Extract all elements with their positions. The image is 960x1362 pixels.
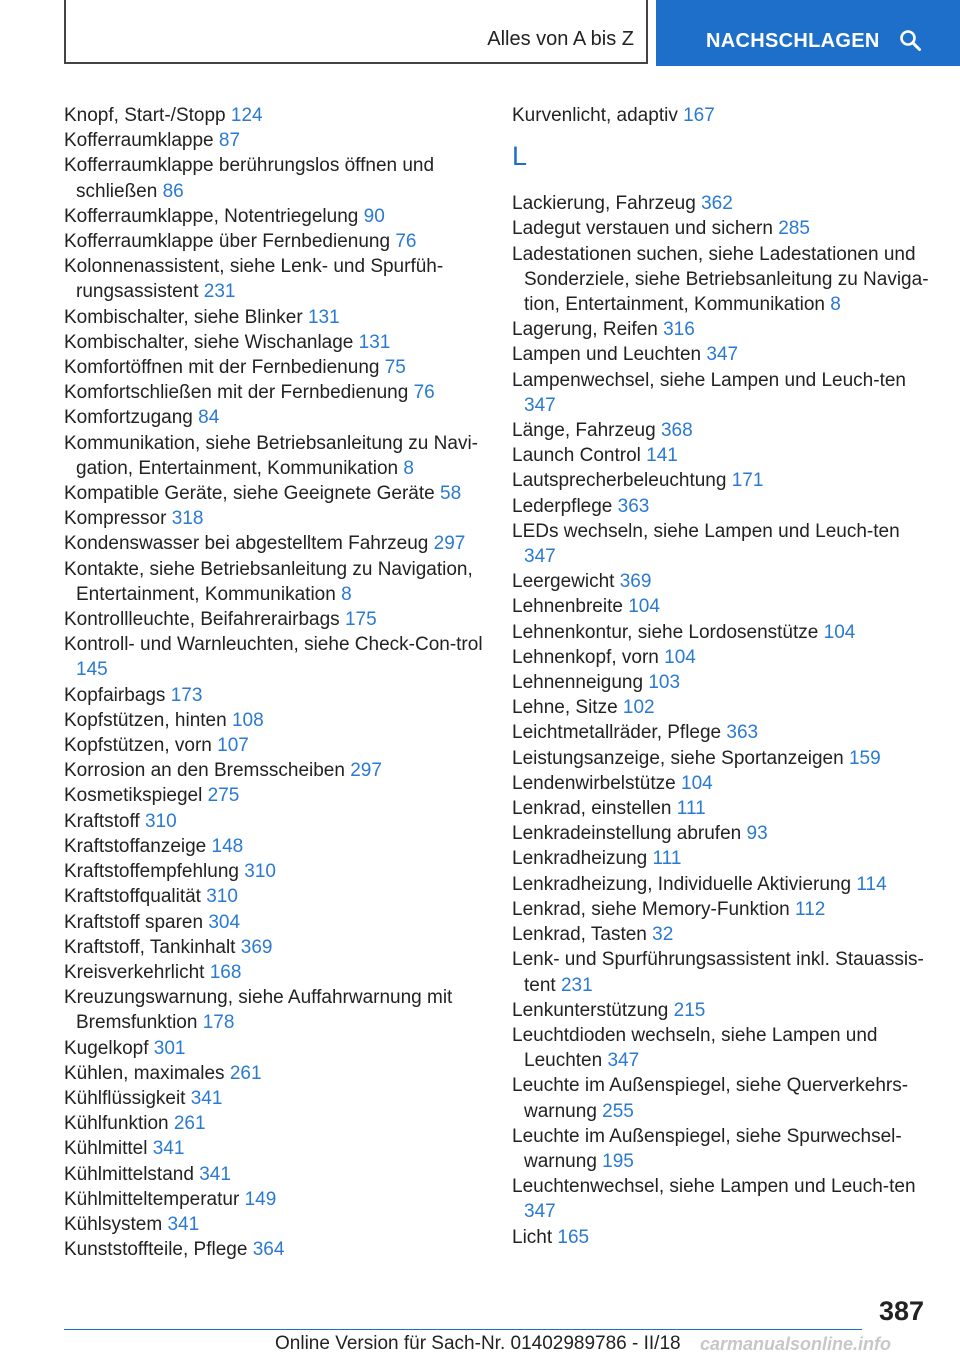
index-entry-term: Kopfstützen, hinten [64,709,227,731]
search-icon[interactable] [898,28,922,52]
index-entry-term: Kraftstoff, Tankinhalt [64,936,236,958]
page-reference-link[interactable]: 168 [209,961,242,983]
nachschlagen-tab-label: NACHSCHLAGEN [706,30,880,52]
index-entry-term: Lehnenneigung [512,672,644,694]
index-entry-term: Kraftstoffanzeige [64,835,207,857]
page-reference-link[interactable]: 32 [652,924,674,946]
index-entry [512,695,932,720]
index-entry-term: Leuchtenwechsel, siehe Lampen und Leuch‐ten [512,1176,916,1198]
watermark: carmanualsonline.info [700,1334,892,1354]
page-reference-link[interactable]: 159 [848,747,881,769]
index-entry-term: Kühlmittelstand [64,1163,194,1185]
page-reference-link[interactable]: 104 [664,646,696,668]
page-reference-link[interactable]: 363 [617,495,650,517]
index-entry [64,1086,484,1111]
page-reference-link[interactable]: 8 [341,583,352,605]
index-entry [512,569,932,594]
index-entry-term: Kolonnenassistent, siehe Lenk- und Spurfüh‐rungsassistent [64,256,444,303]
index-entry-term: Komfortöffnen mit der Fernbedienung [64,357,380,379]
index-entry [512,1124,932,1174]
index-entry-term: Lenk- und Spurführungsassistent inkl. Stauassis‐tent [512,949,924,996]
page-reference-link[interactable]: 369 [619,571,652,593]
page-reference-link[interactable]: 87 [218,130,241,152]
page-reference-link[interactable]: 347 [607,1050,640,1072]
page-reference-link[interactable]: 316 [663,319,695,341]
index-entry [64,985,484,1035]
index-entry [512,947,932,997]
index-entry-term: Lenkradeinstellung abrufen [512,823,742,845]
index-entry-term: Launch Control [512,445,641,467]
index-entry [512,468,932,493]
index-entry [64,783,484,808]
index-entry [512,670,932,695]
page-reference-link[interactable]: 76 [413,382,435,404]
footer-divider [64,1329,862,1330]
index-entry-term: Lenkunterstützung [512,999,669,1021]
page-reference-link[interactable]: 58 [440,483,462,505]
page-reference-link[interactable]: 261 [173,1113,206,1135]
page-reference-link[interactable]: 318 [171,508,204,530]
index-entry-term: Kugelkopf [64,1037,149,1059]
index-entry-term: Knopf, Start-/Stopp [64,105,226,126]
index-entry [64,1162,484,1187]
index-entry-term: Kompressor [64,508,167,530]
index-entry [64,809,484,834]
index-entry-term: Lenkradheizung, Individuelle Aktivierung [512,873,852,895]
page-reference-link[interactable]: 141 [646,445,678,467]
index-entry-term: Kombischalter, siehe Wischanlage [64,331,354,353]
page-reference-link[interactable]: 93 [746,823,768,845]
page-reference-link[interactable]: 297 [433,533,466,555]
index-entry [64,1036,484,1061]
index-entry [64,910,484,935]
index-entry [512,897,932,922]
page-reference-link[interactable]: 275 [207,785,240,807]
index-entry-term: LEDs wechseln, siehe Lampen und Leuch‐ten [512,520,900,542]
index-entry-term: Leuchte im Außenspiegel, siehe Spurwechsel‐warnung [512,1125,902,1172]
index-entry-term: Kontrollleuchte, Beifahrerairbags [64,609,340,631]
page-reference-link[interactable]: 297 [350,760,382,782]
page-number: 387 [878,1296,924,1326]
index-entry-term: Lenkradheizung [512,848,648,870]
page-reference-link[interactable]: 368 [660,420,693,442]
index-entry [64,1212,484,1237]
index-entry-term: Kraftstoff [64,810,140,832]
page-reference-link[interactable]: 310 [144,810,177,832]
index-entry [64,1136,484,1161]
index-entry [64,405,484,430]
page-reference-link[interactable]: 178 [202,1012,235,1034]
page-reference-link[interactable]: 231 [560,974,593,996]
index-entry [64,103,484,128]
index-entry [64,481,484,506]
page-reference-link[interactable]: 104 [681,772,713,794]
index-entry-term: Lenkrad, Tasten [512,924,647,946]
page-reference-link[interactable]: 8 [830,294,841,316]
index-entry-term: Kühlsystem [64,1213,163,1235]
index-entry [64,557,484,607]
page-reference-link[interactable]: 310 [206,886,238,908]
online-version-note: Online Version für Sach-Nr. 01402989786 - II/18 [275,1333,681,1354]
index-entry [512,342,932,367]
index-entry [512,998,932,1023]
page-reference-link[interactable]: 173 [170,684,203,706]
page-reference-link[interactable]: 86 [162,180,184,202]
index-entry-term: Lehnenbreite [512,596,623,618]
index-entry [64,506,484,531]
page-reference-link[interactable]: 131 [307,306,340,328]
index-entry [512,645,932,670]
index-entry [512,872,932,897]
page-reference-link[interactable]: 145 [76,659,108,681]
page-reference-link[interactable]: 215 [673,999,706,1021]
index-entry [64,431,484,481]
index-entry-term: Lenkrad, einstellen [512,798,672,820]
page-reference-link[interactable]: 175 [344,609,377,631]
index-entry-term: Ladegut verstauen und sichern [512,218,773,240]
index-entry [64,229,484,254]
page-reference-link[interactable]: 285 [778,218,810,240]
index-entry-term: Kombischalter, siehe Blinker [64,306,303,328]
index-entry-term: Kreuzungswarnung, siehe Auffahrwarnung mit Bremsfunktion [64,987,453,1034]
index-entry-term: Leistungsanzeige, siehe Sportanzeigen [512,747,844,769]
index-entry-term: Kühlen, maximales [64,1062,225,1084]
index-entry-term: Kopfairbags [64,684,166,706]
index-entry-term: Lampen und Leuchten [512,344,702,366]
page-reference-link[interactable]: 114 [856,873,887,895]
page-reference-link[interactable]: 364 [252,1239,285,1261]
index-entry [512,418,932,443]
index-entry-term: Kofferraumklappe, Notentriegelung [64,205,359,227]
page-reference-link[interactable]: 102 [622,697,655,719]
page-reference-link[interactable]: 171 [731,470,764,492]
index-entry-term: Kunststoffteile, Pflege [64,1239,248,1261]
index-entry [512,494,932,519]
index-entry [64,1237,484,1262]
index-entry-term: Leuchtdioden wechseln, siehe Lampen und Leuchten [512,1024,878,1072]
index-entry [512,1174,932,1224]
index-entry-term: Kopfstützen, vorn [64,735,212,757]
page-reference-link[interactable]: 75 [384,357,406,379]
page-reference-link[interactable]: 369 [240,936,273,958]
index-entry-term: Lagerung, Reifen [512,319,658,341]
index-entry [512,317,932,342]
page-reference-link[interactable]: 111 [652,848,682,870]
index-entry-term: Kofferraumklappe über Fernbedienung [64,231,391,253]
index-entry [64,834,484,859]
index-entry-term: Komfortzugang [64,407,193,429]
header-section-box [64,0,648,64]
k-entries-continued [512,103,932,128]
page-reference-link[interactable]: 76 [395,231,417,253]
index-entry-term: Kühlflüssigkeit [64,1087,186,1109]
index-entry [512,796,932,821]
index-entry [64,632,484,682]
index-entry-term: Kühlmittel [64,1138,148,1160]
index-entry-term: Kontakte, siehe Betriebsanleitung zu Navigation, Entertainment, Kommunikation [64,558,473,605]
page-reference-link[interactable]: 195 [602,1150,634,1172]
index-entry-term: Kraftstoffempfehlung [64,861,239,883]
index-entry [512,103,932,128]
page-reference-link[interactable]: 231 [203,281,236,303]
index-entry-term: Leichtmetallräder, Pflege [512,722,722,744]
index-entry [64,683,484,708]
index-entry [64,204,484,229]
index-entry [64,254,484,304]
index-entry-term: Kommunikation, siehe Betriebsanleitung zu Navi‐gation, Entertainment, Kommunikation [64,432,478,479]
index-entry [64,380,484,405]
page-reference-link[interactable]: 347 [524,394,556,416]
index-entry [64,330,484,355]
index-entry-term: Lackierung, Fahrzeug [512,193,696,215]
page-reference-link[interactable]: 90 [363,205,385,227]
index-entry [512,191,932,216]
index-entry-term: Kurvenlicht, adaptiv [512,105,678,126]
index-entry-term: Lederpflege [512,495,613,517]
page-reference-link[interactable]: 112 [795,898,826,920]
index-entry [512,519,932,569]
letter-heading-l: L [512,141,528,172]
index-entry [64,128,484,153]
page-reference-link[interactable]: 167 [683,105,715,126]
index-entry [512,771,932,796]
index-entry [64,708,484,733]
page-reference-link[interactable]: 104 [823,621,856,643]
page-reference-link[interactable]: 111 [676,798,706,820]
index-entry [64,531,484,556]
index-entry [512,1225,932,1250]
index-entry [512,368,932,418]
page-reference-link[interactable]: 347 [524,546,556,568]
page-reference-link[interactable]: 148 [211,835,244,857]
page-reference-link[interactable]: 131 [358,331,391,353]
index-entry [512,594,932,619]
index-entry-term: Lautsprecherbeleuchtung [512,470,727,492]
index-entry-term: Korrosion an den Bremsscheiben [64,760,345,782]
index-entry-term: Lenkrad, siehe Memory-Funktion [512,898,790,920]
page-reference-link[interactable]: 261 [229,1062,262,1084]
page-reference-link[interactable]: 341 [167,1213,200,1235]
index-entry [64,1111,484,1136]
index-entry-term: Leuchte im Außenspiegel, siehe Querverkehrs‐warnung [512,1075,909,1122]
page-reference-link[interactable]: 255 [602,1100,634,1122]
index-entry [512,922,932,947]
page-reference-link[interactable]: 107 [217,735,249,757]
index-entry [512,746,932,771]
index-entry [64,1187,484,1212]
index-entry [512,1023,932,1073]
index-entry [512,443,932,468]
index-column-left [64,103,484,1262]
index-entry [512,821,932,846]
page-reference-link[interactable]: 341 [199,1163,231,1185]
index-entry-term: Kraftstoff sparen [64,911,204,933]
index-entry-term: Lampenwechsel, siehe Lampen und Leuch‐ten [512,369,906,391]
index-entry-term: Kompatible Geräte, siehe Geeignete Geräte [64,483,435,505]
index-entry [64,960,484,985]
index-entry [64,935,484,960]
index-entry-term: Komfortschließen mit der Fernbedienung [64,382,409,404]
index-entry [512,846,932,871]
index-column-right [512,103,932,1250]
page-reference-link[interactable]: 347 [706,344,739,366]
index-entry [64,1061,484,1086]
index-entry-term: Kosmetikspiegel [64,785,203,807]
index-entry-term: Lehnenkopf, vorn [512,646,659,668]
index-entry-term: Kühlfunktion [64,1113,169,1135]
index-entry-term: Lehne, Sitze [512,697,618,719]
index-entry [512,216,932,241]
page-reference-link[interactable]: 84 [198,407,220,429]
index-entry [64,758,484,783]
index-entry-term: Ladestationen suchen, siehe Ladestationen und Sonderziele, siehe Betriebsanleitung zu Naviga‐tion, Entertainment, Kommunikation [512,243,929,316]
index-entry [64,153,484,203]
page-reference-link[interactable]: 108 [231,709,264,731]
page-reference-link[interactable]: 304 [208,911,241,933]
index-entry-term: Kofferraumklappe [64,130,214,152]
index-entry [512,242,932,318]
index-entry-term: Kontroll- und Warnleuchten, siehe Check-Con‐trol [64,634,483,656]
page-reference-link[interactable]: 124 [230,105,263,126]
page-reference-link[interactable]: 363 [726,722,759,744]
page-reference-link[interactable]: 347 [524,1201,556,1223]
index-entry [512,1073,932,1123]
page-reference-link[interactable]: 103 [648,672,681,694]
index-entry-term: Leergewicht [512,571,615,593]
index-entry-term: Kühlmitteltemperatur [64,1188,240,1210]
index-entry [64,884,484,909]
page-reference-link[interactable]: 301 [153,1037,186,1059]
page-reference-link[interactable]: 341 [190,1087,223,1109]
page-reference-link[interactable]: 362 [701,193,733,215]
page-reference-link[interactable]: 341 [152,1138,185,1160]
index-entry-term: Kofferraumklappe berührungslos öffnen und schließen [64,155,435,202]
index-entry [64,859,484,884]
index-entry-term: Kondenswasser bei abgestelltem Fahrzeug [64,533,429,555]
page-reference-link[interactable]: 8 [403,457,414,479]
index-entry [64,733,484,758]
section-title: Alles von A bis Z [487,28,634,50]
index-entry-term: Kreisverkehrlicht [64,961,205,983]
index-entry-term: Lehnenkontur, siehe Lordosenstütze [512,621,819,643]
page-reference-link[interactable]: 165 [557,1226,590,1248]
page-reference-link[interactable]: 149 [244,1188,277,1210]
page-reference-link[interactable]: 310 [244,861,276,883]
index-entry [512,620,932,645]
page-reference-link[interactable]: 104 [628,596,660,618]
index-entry-term: Kraftstoffqualität [64,886,201,908]
index-entry-term: Länge, Fahrzeug [512,420,656,442]
nachschlagen-tab[interactable] [656,0,960,66]
index-entry [512,720,932,745]
index-entry [64,305,484,330]
index-entry [64,607,484,632]
index-entry-term: Lendenwirbelstütze [512,772,676,794]
l-entries [512,191,932,1250]
index-entry-term: Licht [512,1226,553,1248]
index-entry [64,355,484,380]
